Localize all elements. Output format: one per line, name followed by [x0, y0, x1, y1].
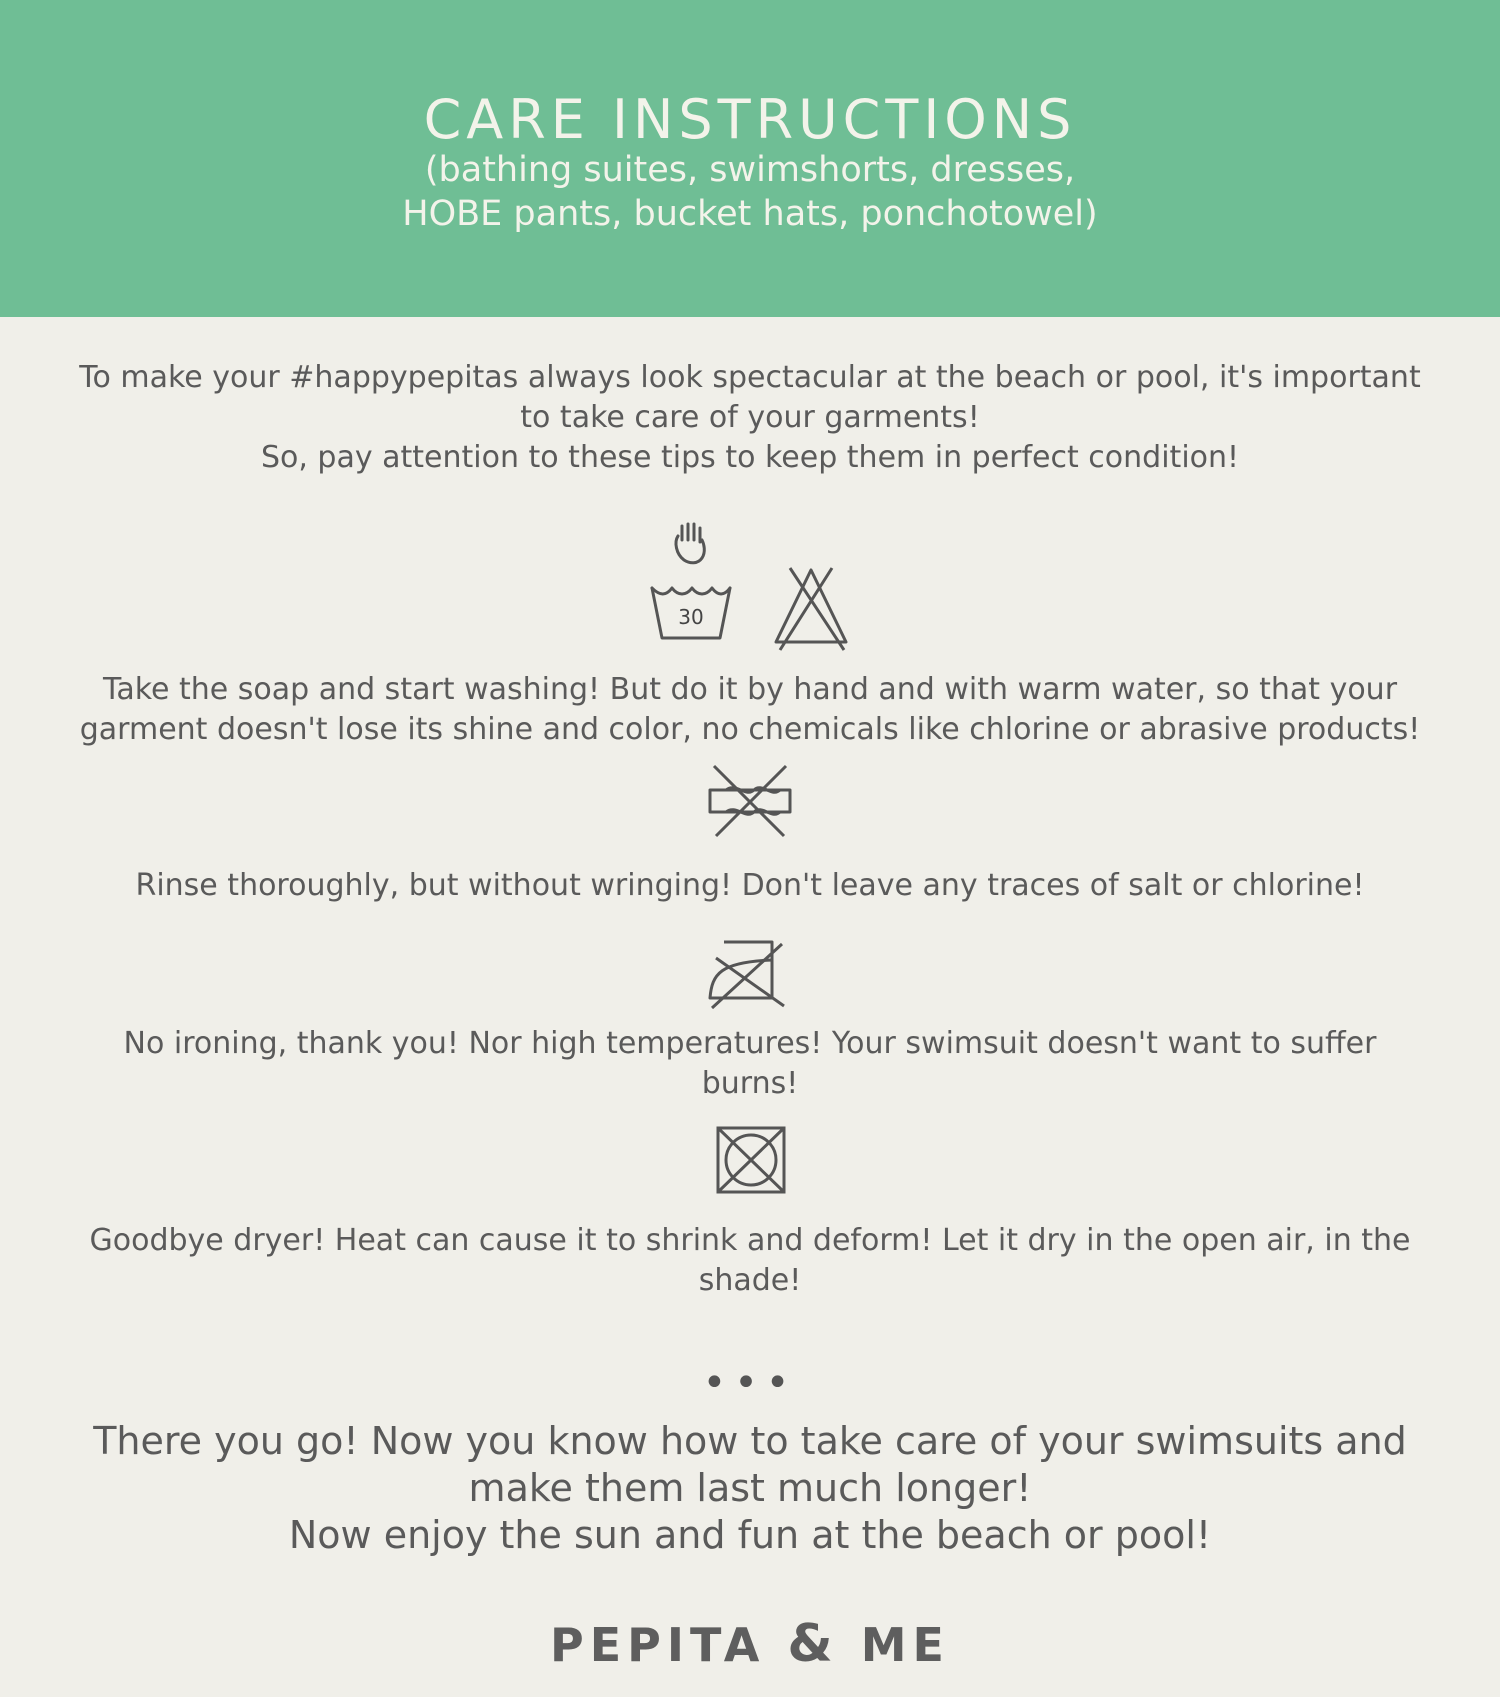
tip-wash	[40, 670, 1460, 750]
outro-text	[40, 1418, 1460, 1559]
tip-dry-line-2: shade!	[698, 1263, 802, 1298]
tip-wash-line-2: garment doesn't lose its shine and color, no chemicals like chlorine or abrasive products!	[79, 712, 1421, 747]
tip-dry-line-1: Goodbye dryer! Heat can cause it to shrink and deform! Let it dry in the open air, in the	[89, 1223, 1411, 1258]
tip-rinse-line-1: Rinse thoroughly, but without wringing! Don't leave any traces of salt or chlorine!	[135, 868, 1365, 903]
header-banner	[0, 0, 1500, 317]
brand-logo	[0, 1616, 1500, 1673]
no-bleach-icon	[772, 566, 850, 652]
brand-name-left: PEPITA	[550, 1618, 766, 1672]
tip-rinse	[40, 866, 1460, 906]
intro-line-2: to take care of your garments!	[520, 400, 980, 435]
no-wring-icon	[706, 764, 794, 838]
tip-iron-line-1: No ironing, thank you! Nor high temperatures! Your swimsuit doesn't want to suffer	[123, 1026, 1377, 1061]
brand-ampersand: &	[787, 1614, 839, 1674]
page-subtitle	[0, 148, 1500, 236]
outro-line-3: Now enjoy the sun and fun at the beach or pool!	[288, 1513, 1212, 1557]
brand-name-right: ME	[860, 1618, 950, 1672]
intro-line-1: To make your #happypepitas always look spectacular at the beach or pool, it's important	[79, 360, 1421, 395]
page-title: CARE INSTRUCTIONS	[423, 88, 1077, 151]
subtitle-line-2: HOBE pants, bucket hats, ponchotowel)	[402, 194, 1098, 234]
no-iron-icon	[706, 938, 788, 1010]
separator-dots: •••	[702, 1360, 798, 1406]
no-tumble-dry-icon	[714, 1124, 788, 1196]
intro-text	[40, 358, 1460, 478]
outro-line-2: make them last much longer!	[468, 1466, 1032, 1510]
wash-temperature: 30	[678, 605, 704, 629]
tip-wash-line-1: Take the soap and start washing! But do it by hand and with warm water, so that your	[102, 672, 1398, 707]
hand-wash-30-icon	[648, 522, 734, 646]
outro-line-1: There you go! Now you know how to take care of your swimsuits and	[93, 1419, 1407, 1463]
subtitle-line-1: (bathing suites, swimshorts, dresses,	[424, 150, 1076, 190]
intro-line-3: So, pay attention to these tips to keep them in perfect condition!	[260, 440, 1240, 475]
tip-iron-line-2: burns!	[701, 1066, 799, 1101]
tip-iron	[40, 1024, 1460, 1104]
tip-dry	[40, 1221, 1460, 1301]
